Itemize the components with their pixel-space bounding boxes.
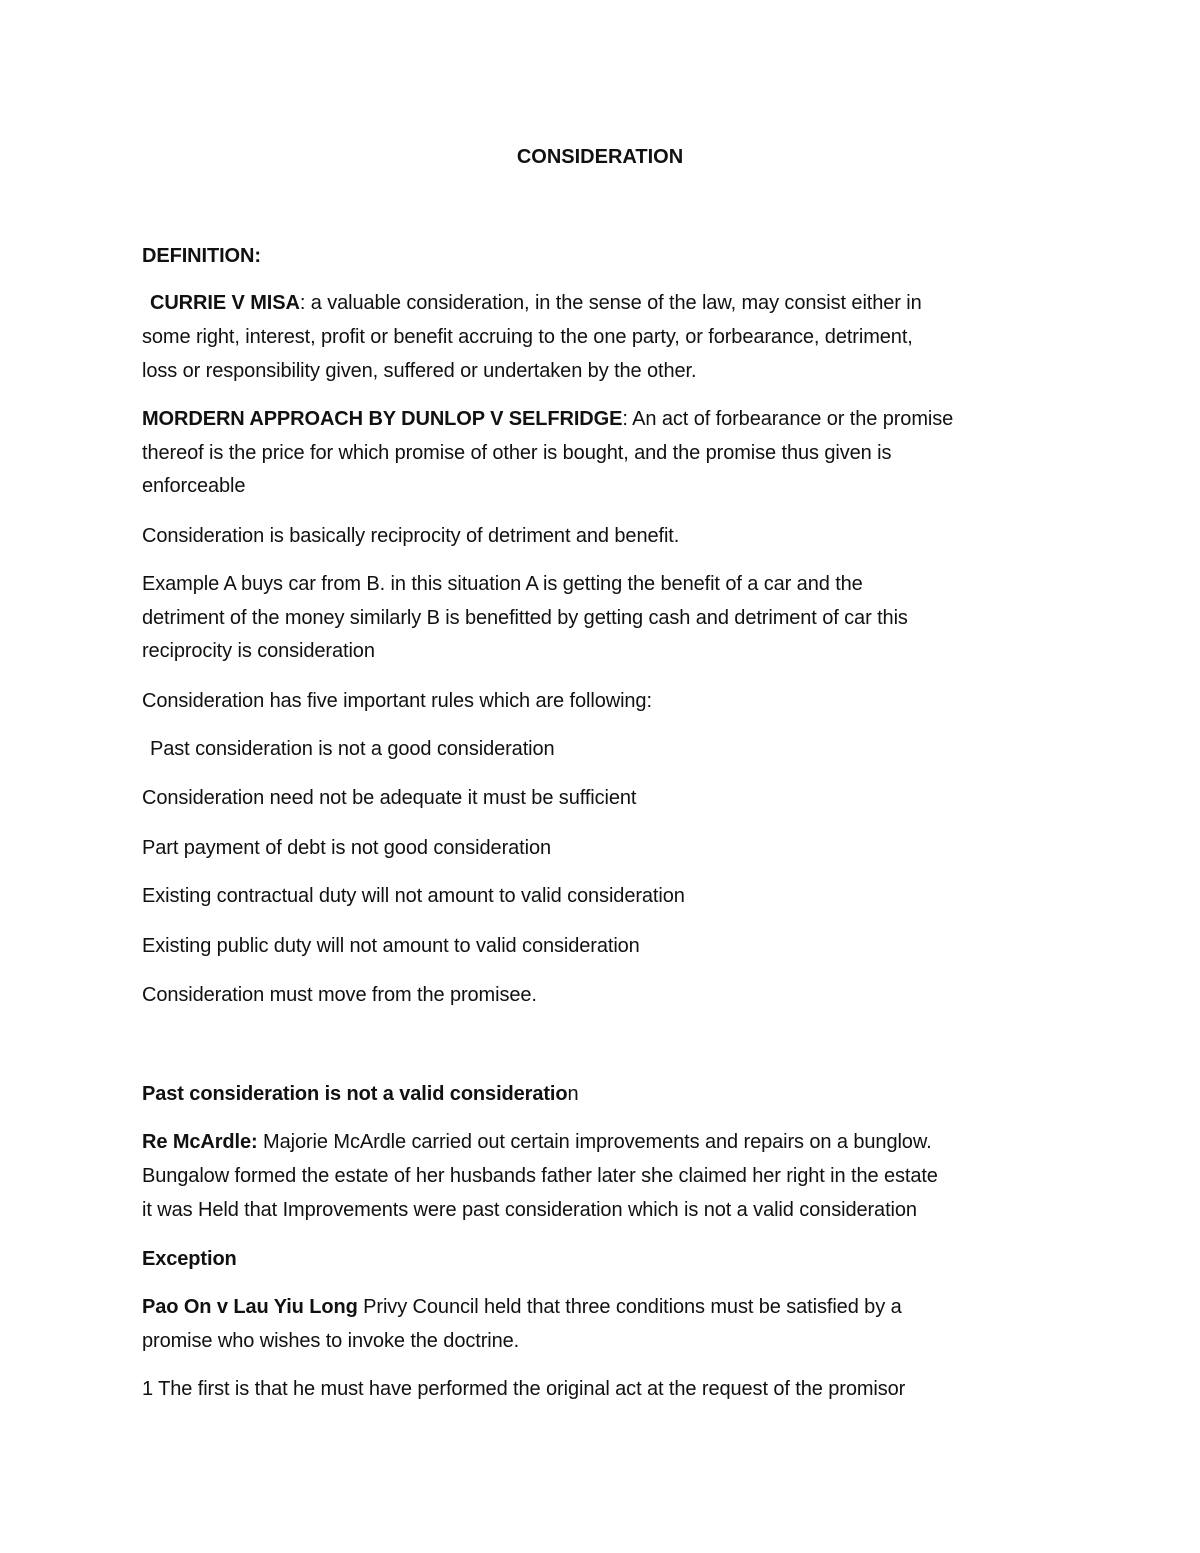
modern-line-1 xyxy=(142,402,1072,436)
mcardle-line-1 xyxy=(142,1125,1072,1159)
mcardle-text-1: Majorie McArdle carried out certain improvements and repairs on a bunglow. xyxy=(257,1131,932,1153)
reciprocity-paragraph: Consideration is basically reciprocity of detriment and benefit. xyxy=(142,525,680,547)
definition-heading: DEFINITION: xyxy=(142,245,261,267)
case-name-pao: Pao On v Lau Yiu Long xyxy=(142,1296,358,1318)
example-line-1: Example A buys car from B. in this situation A is getting the benefit of a car and the xyxy=(142,573,863,595)
rule-item: Past consideration is not a good consideration xyxy=(150,738,555,760)
rule-item: Existing contractual duty will not amount to valid consideration xyxy=(142,885,685,907)
case-name-currie: CURRIE V MISA xyxy=(150,292,300,314)
rule-item: Part payment of debt is not good consideration xyxy=(142,837,551,859)
currie-text-1: : a valuable consideration, in the sense of the law, may consist either in xyxy=(299,292,922,314)
past-heading-rest: n xyxy=(567,1083,579,1105)
rule-item: Consideration must move from the promisee. xyxy=(142,984,537,1006)
pao-text-1: Privy Council held that three conditions must be satisfied by a xyxy=(357,1296,902,1318)
past-heading-bold: Past consideration is not a valid consideratio xyxy=(142,1083,568,1105)
mcardle-line-3: it was Held that Improvements were past consideration which is not a valid consideration xyxy=(142,1199,917,1221)
document-title: CONSIDERATION xyxy=(516,146,684,168)
modern-text-1: : An act of forbearance or the promise xyxy=(622,408,954,430)
mcardle-line-2: Bungalow formed the estate of her husbands father later she claimed her right in the estate xyxy=(142,1165,938,1187)
exception-heading: Exception xyxy=(142,1248,237,1270)
rule-item: Existing public duty will not amount to valid consideration xyxy=(142,935,640,957)
rules-intro: Consideration has five important rules which are following: xyxy=(142,690,652,712)
pao-line-2: promise who wishes to invoke the doctrine. xyxy=(142,1330,520,1352)
condition-1: 1 The first is that he must have performed the original act at the request of the promisor xyxy=(142,1378,906,1400)
example-line-2: detriment of the money similarly B is benefitted by getting cash and detriment of car this xyxy=(142,607,908,629)
currie-line-2: some right, interest, profit or benefit accruing to the one party, or forbearance, detriment, xyxy=(142,326,913,348)
rule-item: Consideration need not be adequate it must be sufficient xyxy=(142,787,637,809)
case-name-dunlop: MORDERN APPROACH BY DUNLOP V SELFRIDGE xyxy=(142,408,623,430)
example-line-3: reciprocity is consideration xyxy=(142,640,375,662)
modern-line-2: thereof is the price for which promise of other is bought, and the promise thus given is xyxy=(142,442,892,464)
pao-line-1 xyxy=(142,1290,1072,1324)
modern-line-3: enforceable xyxy=(142,475,246,497)
currie-line-1 xyxy=(150,286,1080,320)
currie-line-3: loss or responsibility given, suffered or undertaken by the other. xyxy=(142,360,697,382)
past-consideration-heading xyxy=(142,1077,1072,1111)
case-name-mcardle: Re McArdle: xyxy=(142,1131,258,1153)
